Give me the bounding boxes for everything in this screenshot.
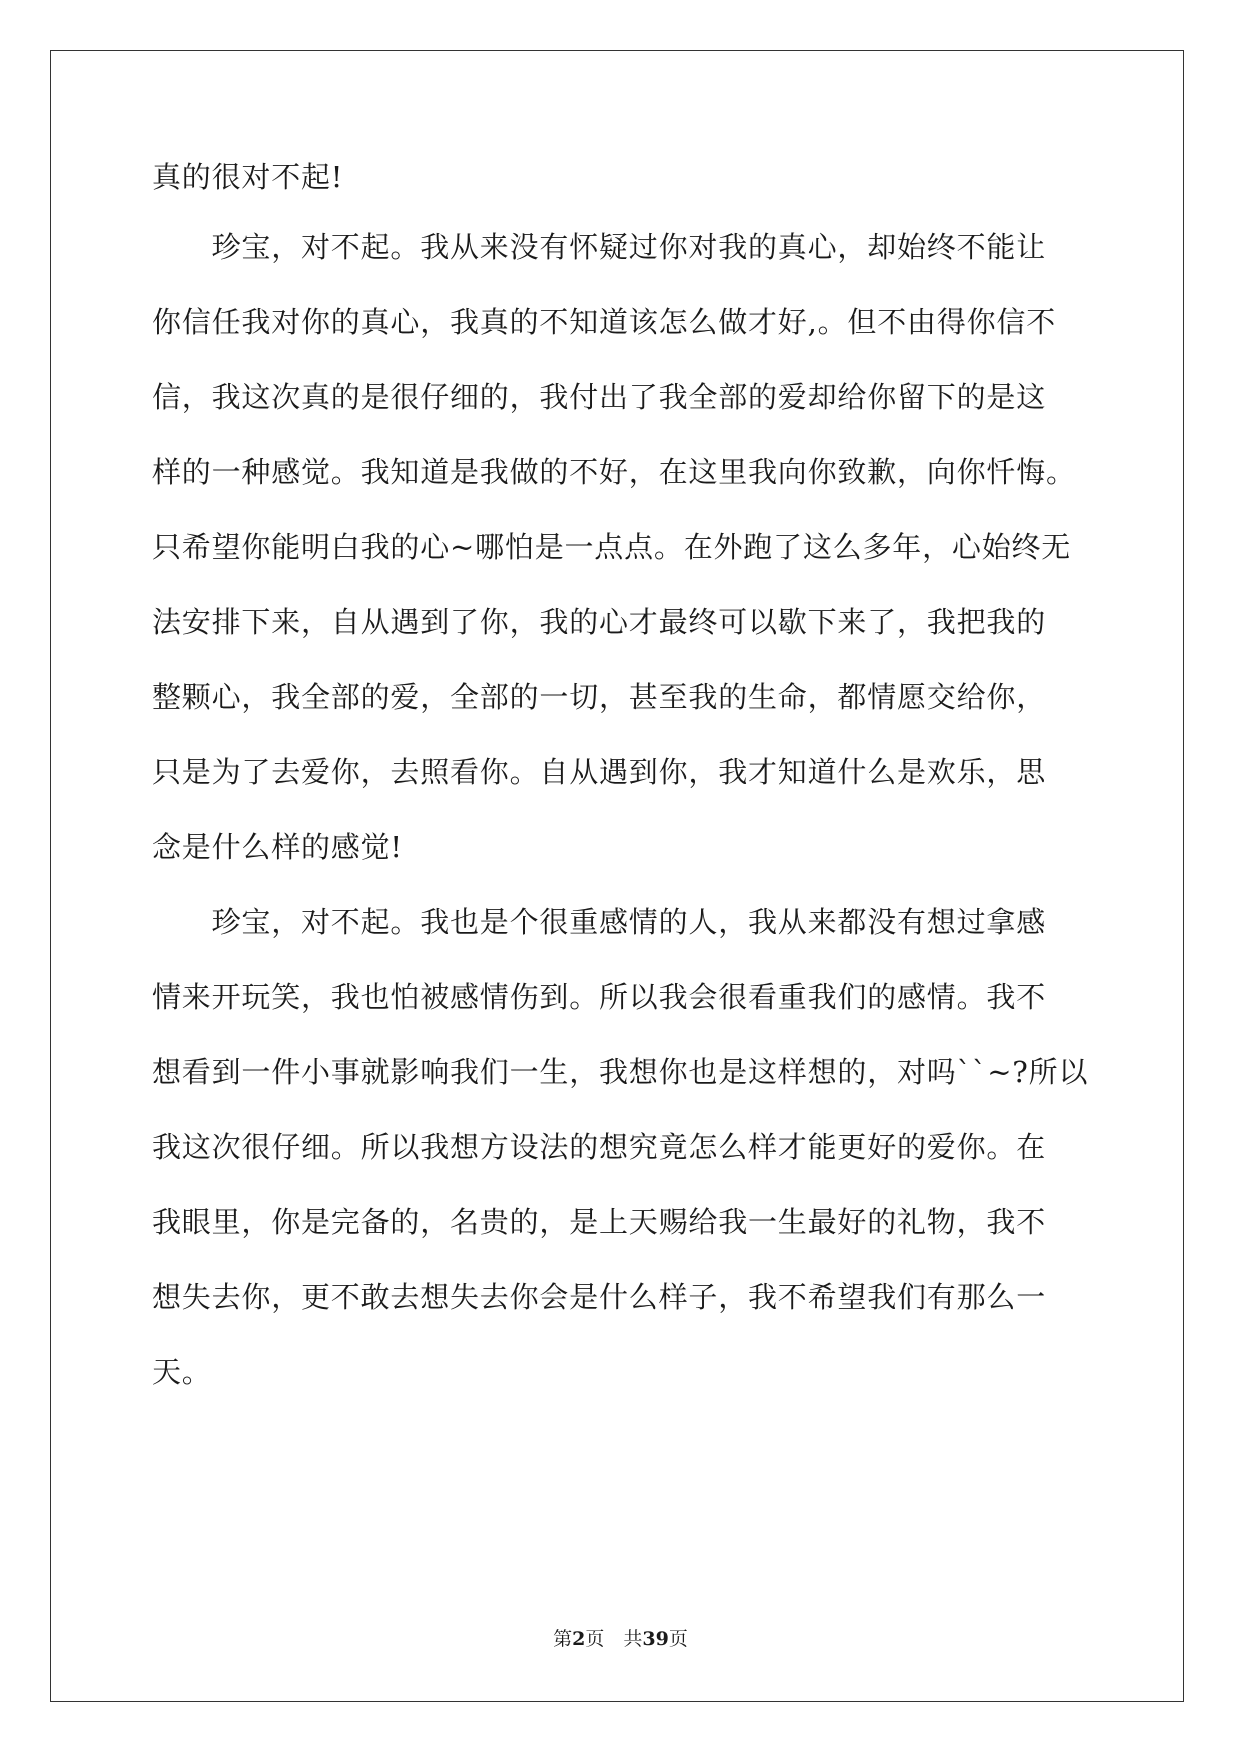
text-line: 样的一种感觉。我知道是我做的不好，在这里我向你致歉，向你忏悔。 — [152, 455, 1076, 489]
text-line: 情来开玩笑，我也怕被感情伤到。所以我会很看重我们的感情。我不 — [152, 980, 1047, 1014]
text-line: 你信任我对你的真心，我真的不知道该怎么做才好,。但不由得你信不 — [152, 305, 1057, 339]
text-line: 天。 — [152, 1355, 212, 1389]
text-line: 想失去你，更不敢去想失去你会是什么样子，我不希望我们有那么一 — [152, 1280, 1047, 1314]
text-line: 整颗心，我全部的爱，全部的一切，甚至我的生命，都情愿交给你， — [152, 680, 1047, 714]
text-line: 珍宝，对不起。我从来没有怀疑过你对我的真心，却始终不能让 — [152, 230, 1047, 264]
text-line: 念是什么样的感觉! — [152, 830, 403, 864]
page-border — [50, 50, 1184, 1702]
page-footer — [0, 1627, 1241, 1651]
page-number: 2 — [572, 1628, 586, 1650]
text-line: 只是为了去爱你，去照看你。自从遇到你，我才知道什么是欢乐，思 — [152, 755, 1047, 789]
total-pages: 39 — [642, 1628, 669, 1650]
text-line: 珍宝，对不起。我也是个很重感情的人，我从来都没有想过拿感 — [152, 905, 1047, 939]
text-line: 法安排下来，自从遇到了你，我的心才最终可以歇下来了，我把我的 — [152, 605, 1047, 639]
text-line: 只希望你能明白我的心~哪怕是一点点。在外跑了这么多年，心始终无 — [152, 530, 1072, 564]
text-line: 信，我这次真的是很仔细的，我付出了我全部的爱却给你留下的是这 — [152, 380, 1047, 414]
text-line: 想看到一件小事就影响我们一生，我想你也是这样想的，对吗``~?所以 — [152, 1055, 1089, 1089]
page-mid: 页 共 — [585, 1628, 643, 1650]
text-line: 我眼里，你是完备的，名贵的，是上天赐给我一生最好的礼物，我不 — [152, 1205, 1047, 1239]
page-suffix: 页 — [668, 1628, 688, 1650]
page-prefix: 第 — [553, 1628, 573, 1650]
text-line: 我这次很仔细。所以我想方设法的想究竟怎么样才能更好的爱你。在 — [152, 1130, 1047, 1164]
text-line: 真的很对不起! — [152, 160, 344, 194]
